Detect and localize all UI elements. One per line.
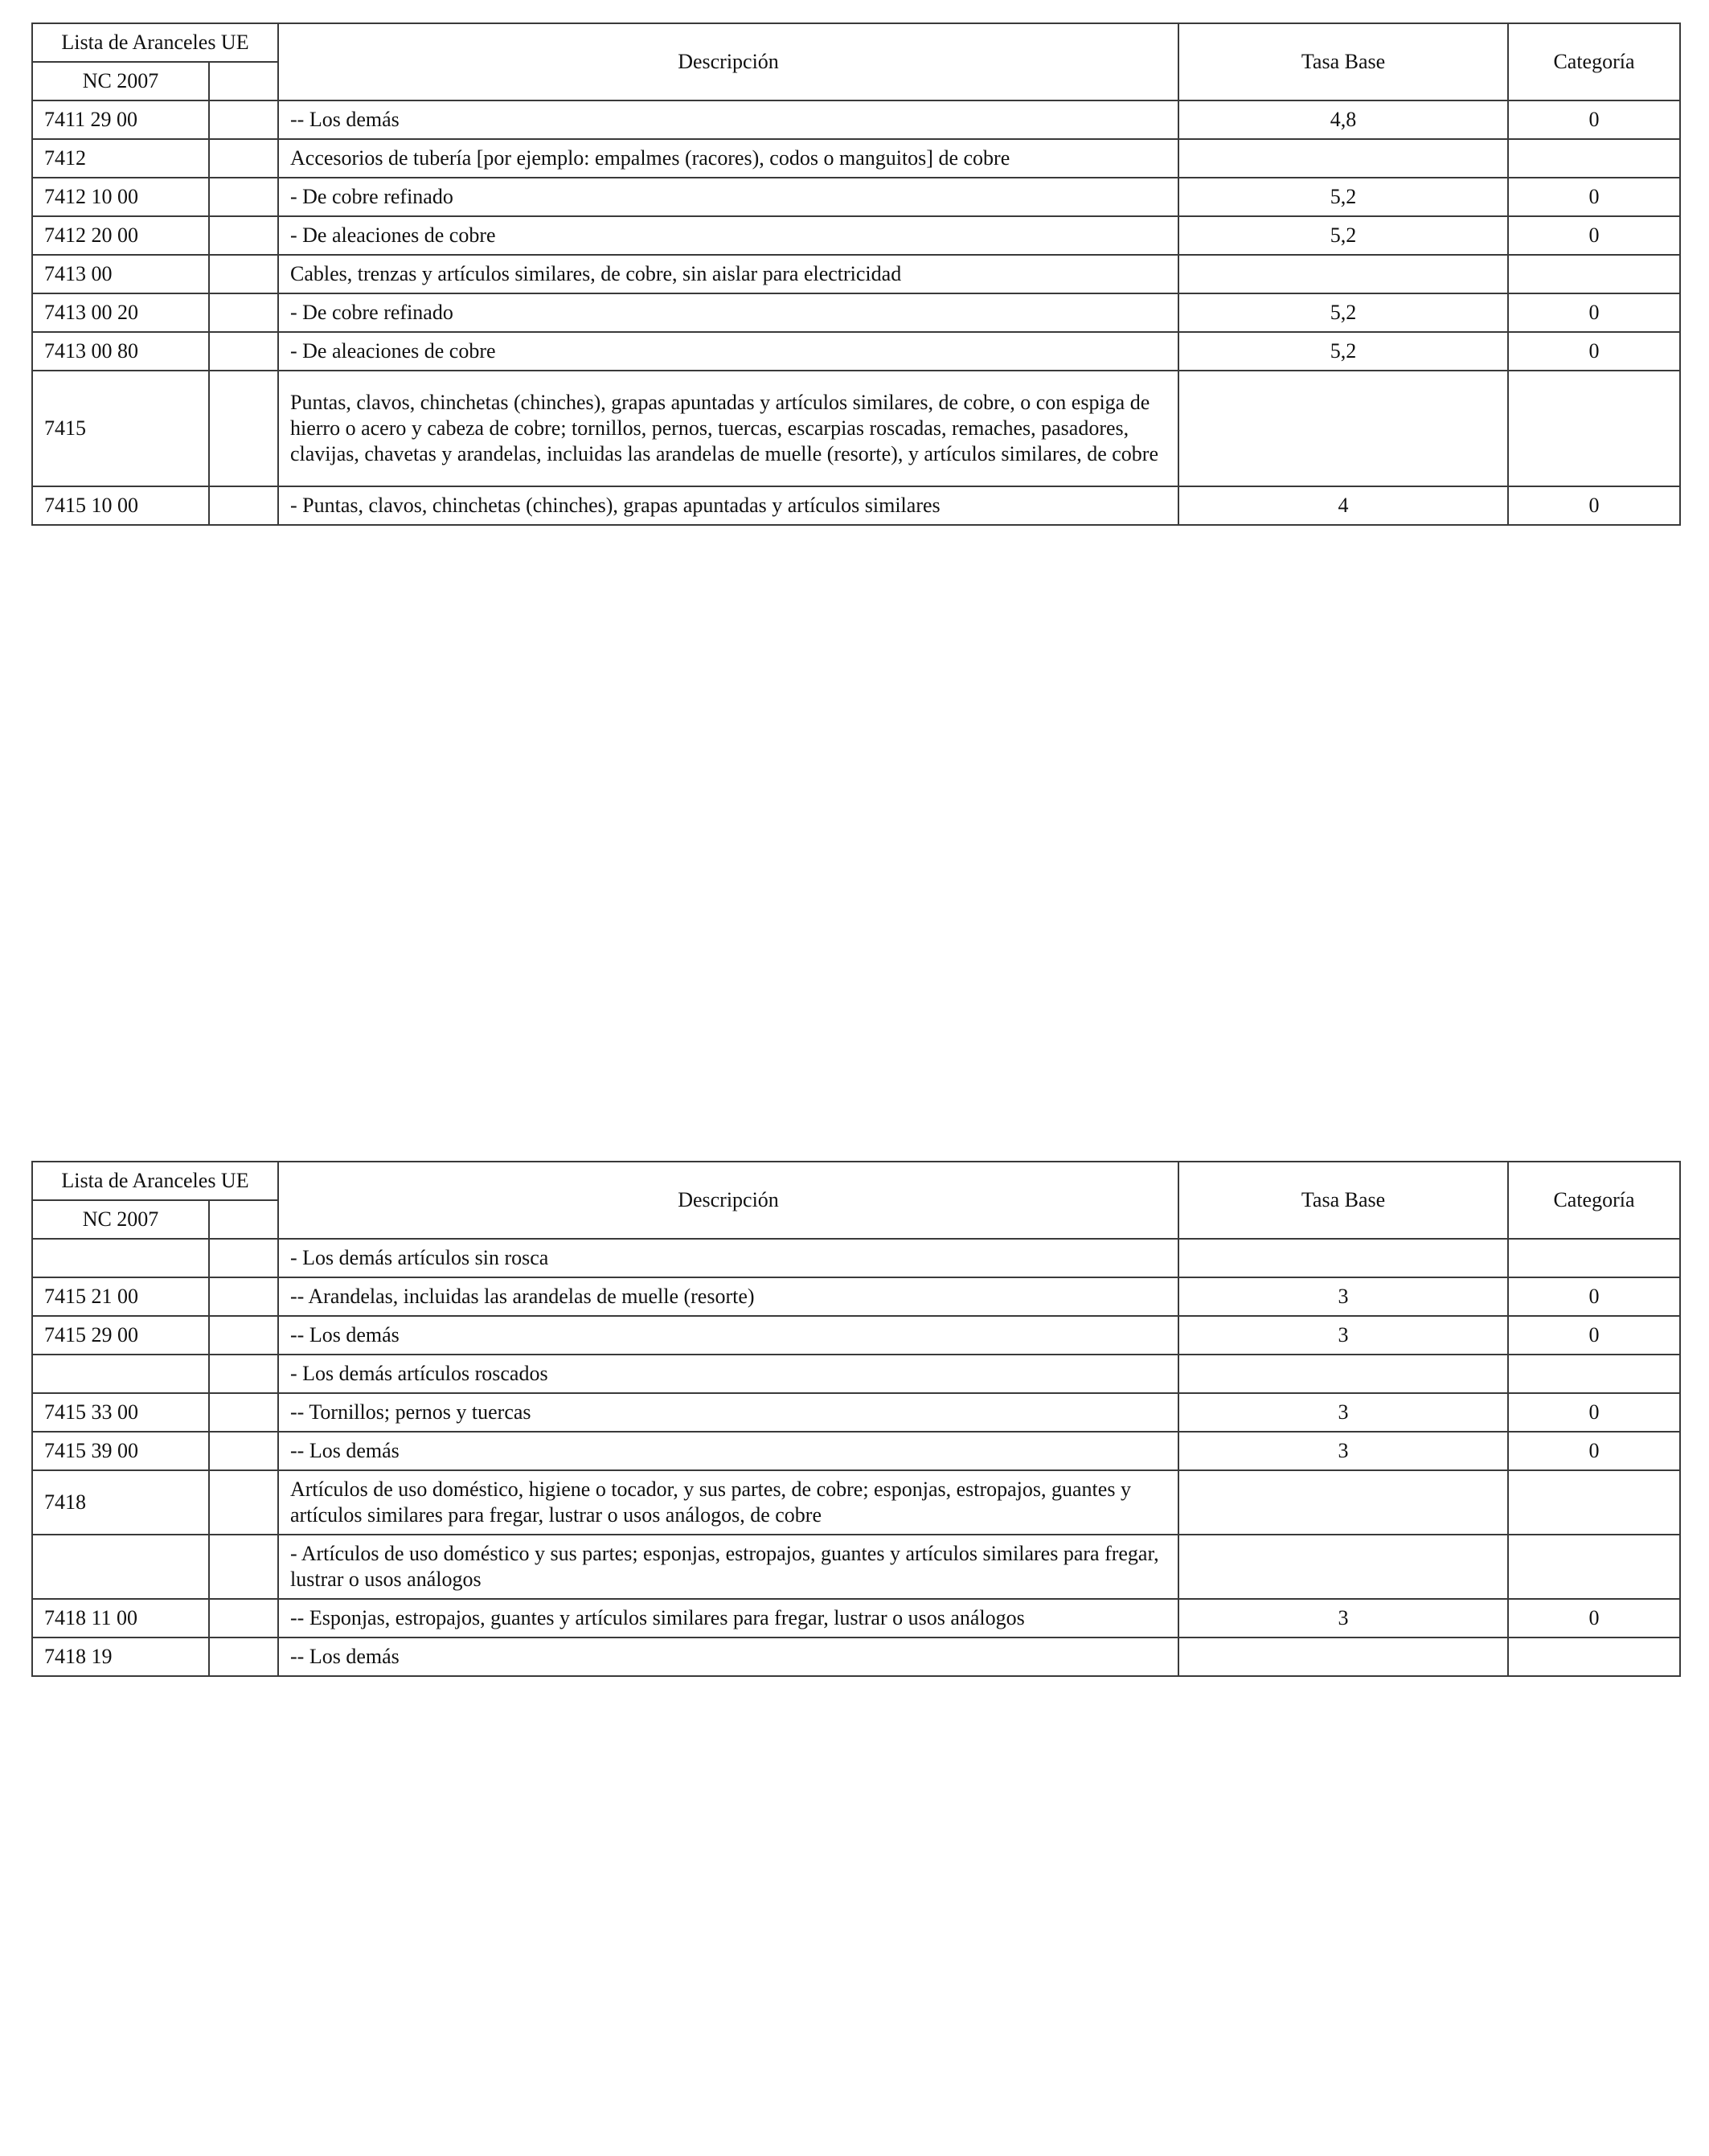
row-base-rate: 3 <box>1178 1599 1508 1637</box>
tariff-table-2 <box>31 1161 1681 1677</box>
row-base-rate <box>1178 1637 1508 1676</box>
row-code <box>32 1355 209 1393</box>
row-code: 7413 00 20 <box>32 293 209 332</box>
row-category: 0 <box>1508 293 1680 332</box>
row-code: 7411 29 00 <box>32 100 209 139</box>
row-subcode <box>209 1599 278 1637</box>
row-description: - De cobre refinado <box>278 293 1178 332</box>
header-tariff-list: Lista de Aranceles UE <box>32 1162 278 1200</box>
row-base-rate: 5,2 <box>1178 216 1508 255</box>
table-row <box>32 139 1680 178</box>
row-subcode <box>209 1432 278 1470</box>
row-description: -- Los demás <box>278 100 1178 139</box>
row-code: 7412 10 00 <box>32 178 209 216</box>
row-subcode <box>209 255 278 293</box>
row-description: - De cobre refinado <box>278 178 1178 216</box>
row-subcode <box>209 1316 278 1355</box>
row-subcode <box>209 178 278 216</box>
row-code: 7415 39 00 <box>32 1432 209 1470</box>
row-category: 0 <box>1508 216 1680 255</box>
row-description: - Los demás artículos roscados <box>278 1355 1178 1393</box>
row-description: -- Los demás <box>278 1637 1178 1676</box>
row-description: - Artículos de uso doméstico y sus partes; esponjas, estropajos, guantes y artículos similares para fregar, lustrar o usos análogos <box>278 1535 1178 1599</box>
row-code: 7413 00 80 <box>32 332 209 371</box>
table-row <box>32 332 1680 371</box>
table-row <box>32 178 1680 216</box>
table-row <box>32 1637 1680 1676</box>
row-code: 7415 10 00 <box>32 486 209 525</box>
row-base-rate: 4 <box>1178 486 1508 525</box>
row-base-rate: 4,8 <box>1178 100 1508 139</box>
row-category <box>1508 1535 1680 1599</box>
row-code: 7415 29 00 <box>32 1316 209 1355</box>
header-description: Descripción <box>278 1162 1178 1239</box>
row-subcode <box>209 486 278 525</box>
header-base-rate: Tasa Base <box>1178 23 1508 100</box>
row-subcode <box>209 1355 278 1393</box>
row-category <box>1508 1239 1680 1277</box>
row-category: 0 <box>1508 332 1680 371</box>
row-subcode <box>209 216 278 255</box>
row-subcode <box>209 1637 278 1676</box>
row-description: -- Los demás <box>278 1432 1178 1470</box>
row-base-rate <box>1178 1470 1508 1535</box>
table-row <box>32 1393 1680 1432</box>
row-description: -- Los demás <box>278 1316 1178 1355</box>
row-base-rate <box>1178 1535 1508 1599</box>
row-description: - De aleaciones de cobre <box>278 332 1178 371</box>
row-description: -- Tornillos; pernos y tuercas <box>278 1393 1178 1432</box>
row-subcode <box>209 371 278 486</box>
row-base-rate <box>1178 255 1508 293</box>
row-category <box>1508 255 1680 293</box>
row-base-rate: 5,2 <box>1178 293 1508 332</box>
row-subcode <box>209 100 278 139</box>
row-code: 7418 11 00 <box>32 1599 209 1637</box>
row-code: 7415 <box>32 371 209 486</box>
row-base-rate: 3 <box>1178 1316 1508 1355</box>
row-description: -- Arandelas, incluidas las arandelas de muelle (resorte) <box>278 1277 1178 1316</box>
row-code: 7415 21 00 <box>32 1277 209 1316</box>
row-description: -- Esponjas, estropajos, guantes y artículos similares para fregar, lustrar o usos análogos <box>278 1599 1178 1637</box>
table-row <box>32 1470 1680 1535</box>
header-description: Descripción <box>278 23 1178 100</box>
table-row <box>32 100 1680 139</box>
row-category: 0 <box>1508 1599 1680 1637</box>
row-code: 7415 33 00 <box>32 1393 209 1432</box>
table-row <box>32 1277 1680 1316</box>
row-code: 7412 <box>32 139 209 178</box>
row-subcode <box>209 332 278 371</box>
table-row <box>32 1239 1680 1277</box>
row-code: 7412 20 00 <box>32 216 209 255</box>
table-row <box>32 486 1680 525</box>
row-subcode <box>209 139 278 178</box>
row-base-rate: 3 <box>1178 1393 1508 1432</box>
row-category <box>1508 1470 1680 1535</box>
row-category: 0 <box>1508 100 1680 139</box>
table-row <box>32 216 1680 255</box>
row-description: Puntas, clavos, chinchetas (chinches), grapas apuntadas y artículos similares, de cobre, o con espiga de hierro o acero y cabeza de cobre; tornillos, pernos, tuercas, escarpias roscadas, remaches, pasadores, clavijas, chavetas y arandelas, incluidas las arandelas de muelle (resorte), y artículos similares, de cobre <box>278 371 1178 486</box>
row-category <box>1508 371 1680 486</box>
row-category <box>1508 1355 1680 1393</box>
row-category: 0 <box>1508 1393 1680 1432</box>
row-base-rate: 5,2 <box>1178 178 1508 216</box>
row-code: 7413 00 <box>32 255 209 293</box>
row-description: Accesorios de tubería [por ejemplo: empalmes (racores), codos o manguitos] de cobre <box>278 139 1178 178</box>
row-category <box>1508 1637 1680 1676</box>
row-code <box>32 1535 209 1599</box>
row-category <box>1508 139 1680 178</box>
row-base-rate: 3 <box>1178 1277 1508 1316</box>
header-empty-subcell <box>209 62 278 100</box>
table-row <box>32 1535 1680 1599</box>
row-category: 0 <box>1508 1316 1680 1355</box>
row-base-rate <box>1178 1355 1508 1393</box>
row-subcode <box>209 293 278 332</box>
row-base-rate <box>1178 371 1508 486</box>
header-base-rate: Tasa Base <box>1178 1162 1508 1239</box>
row-subcode <box>209 1470 278 1535</box>
row-code: 7418 <box>32 1470 209 1535</box>
row-subcode <box>209 1277 278 1316</box>
row-subcode <box>209 1535 278 1599</box>
row-description: - Puntas, clavos, chinchetas (chinches), grapas apuntadas y artículos similares <box>278 486 1178 525</box>
row-description: - De aleaciones de cobre <box>278 216 1178 255</box>
header-empty-subcell <box>209 1200 278 1239</box>
row-base-rate: 5,2 <box>1178 332 1508 371</box>
table-row <box>32 1316 1680 1355</box>
row-description: Cables, trenzas y artículos similares, de cobre, sin aislar para electricidad <box>278 255 1178 293</box>
row-category: 0 <box>1508 1432 1680 1470</box>
table-row <box>32 1432 1680 1470</box>
row-base-rate <box>1178 1239 1508 1277</box>
header-nc-2007: NC 2007 <box>32 1200 209 1239</box>
table-row <box>32 371 1680 486</box>
header-category: Categoría <box>1508 23 1680 100</box>
table-row <box>32 255 1680 293</box>
row-description: Artículos de uso doméstico, higiene o tocador, y sus partes, de cobre; esponjas, estropajos, guantes y artículos similares para fregar, lustrar o usos análogos, de cobre <box>278 1470 1178 1535</box>
row-description: - Los demás artículos sin rosca <box>278 1239 1178 1277</box>
row-base-rate <box>1178 139 1508 178</box>
row-subcode <box>209 1239 278 1277</box>
row-base-rate: 3 <box>1178 1432 1508 1470</box>
row-subcode <box>209 1393 278 1432</box>
row-code <box>32 1239 209 1277</box>
row-code: 7418 19 <box>32 1637 209 1676</box>
table-row <box>32 293 1680 332</box>
row-category: 0 <box>1508 1277 1680 1316</box>
row-category: 0 <box>1508 486 1680 525</box>
table-row <box>32 1599 1680 1637</box>
row-category: 0 <box>1508 178 1680 216</box>
tariff-table-1 <box>31 23 1681 526</box>
table-row <box>32 1355 1680 1393</box>
header-category: Categoría <box>1508 1162 1680 1239</box>
header-tariff-list: Lista de Aranceles UE <box>32 23 278 62</box>
header-nc-2007: NC 2007 <box>32 62 209 100</box>
